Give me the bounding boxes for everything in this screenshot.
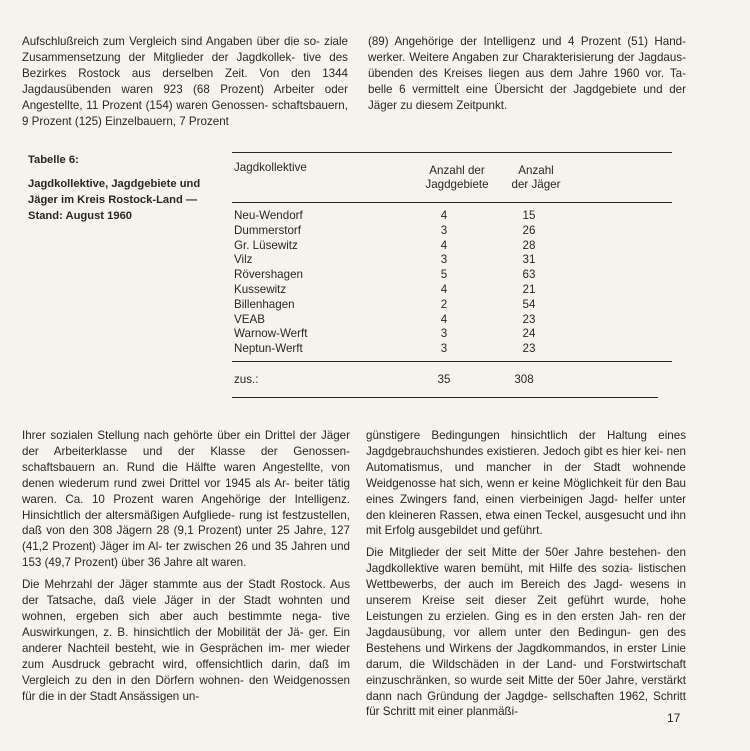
table-row bbox=[232, 224, 672, 239]
text-line: Die Mehrzahl der Jäger stammte aus der Stadt Rostock. bbox=[22, 578, 326, 592]
table-row bbox=[232, 239, 672, 254]
header-collectives: Jagdkollektive bbox=[234, 161, 307, 174]
hunting-areas-count: 4 bbox=[440, 209, 448, 222]
hunters-count: 15 bbox=[522, 209, 536, 222]
text-line: ziale Zusammensetzung der Mitglieder der Jagdkollek- bbox=[22, 35, 348, 64]
body-left-paragraph-2 bbox=[22, 577, 350, 704]
table-row bbox=[232, 298, 672, 313]
text-line: Ihrer sozialen Stellung nach gehörte über ein Drittel der bbox=[22, 429, 317, 442]
text-line: Forstwirtschaft einzuschränken, so wurde seit Mitte der bbox=[366, 657, 686, 687]
hunting-areas-count: 2 bbox=[440, 297, 448, 311]
collective-name: Vilz bbox=[234, 253, 253, 267]
collective-name: Warnow-Werft bbox=[234, 327, 308, 341]
text-line: Jagdkollektive, Jagdgebiete und bbox=[28, 178, 201, 190]
text-line: Die Mitglieder der seit Mitte der 50er Jahre bestehen- bbox=[366, 546, 661, 560]
table-row bbox=[232, 253, 672, 268]
text-line: oder Angestellte, 11 Prozent (154) waren Genossen- bbox=[22, 82, 348, 112]
body-column-left bbox=[22, 428, 350, 710]
text-line: — Stand: August 1960 bbox=[28, 194, 198, 222]
text-line: Prozent) unter 25 Jahre, 127 (41,2 Prozent) Jäger im Al- bbox=[22, 524, 350, 554]
hunters-count: 24 bbox=[522, 327, 536, 341]
text-line: 50er Jahre, verstärkt dann nach Gründung der Jagdge- bbox=[366, 673, 686, 703]
hunters-count: 26 bbox=[522, 223, 536, 237]
text-line: darin, daß im Vergleich zu den in den Dörfern wohnen- bbox=[22, 657, 350, 687]
body-right-paragraph-1 bbox=[366, 428, 686, 539]
text-line: rung ist festzustellen, daß von den 308 Jägern 28 (9,1 bbox=[22, 508, 350, 538]
text-line: Aus der Tatsache, daß viele Jäger in der Stadt wohnten bbox=[22, 578, 350, 608]
table-sum-rule bbox=[232, 361, 672, 362]
body-column-right bbox=[366, 428, 686, 726]
text-line: helfer unter den kleineren Rassen, etwa einen Teckel, bbox=[366, 492, 686, 522]
hunters-count: 28 bbox=[522, 238, 536, 252]
text-line: erster Linie darum, die Wildschäden in der Land- und bbox=[366, 641, 686, 671]
text-line: wesens in unserem Kreise seit dieser Zeit geführt wurde, bbox=[366, 578, 686, 608]
hunters-count: 54 bbox=[522, 297, 536, 311]
text-line: den Jagdkollektive waren bemüht, mit Hilfe des sozia- bbox=[366, 546, 686, 576]
table-caption-title: Tabelle 6: bbox=[28, 154, 79, 166]
text-line: den Bau eines Zwingers fand, einen vierbeinigen Jagd- bbox=[366, 476, 686, 506]
body-left-paragraph-1 bbox=[22, 428, 350, 571]
hunters-count: 21 bbox=[522, 282, 536, 296]
table-row bbox=[232, 268, 672, 283]
hunters-count: 23 bbox=[522, 312, 536, 326]
text-line: und wohnen, ergeben sich aber auch bestimmte nega- bbox=[22, 594, 350, 623]
header-hunting-areas-line1: Anzahl der bbox=[429, 164, 485, 177]
collective-name: Neu-Wendorf bbox=[234, 209, 303, 222]
text-line: listischen Wettbewerbs, der auch im Bereich des Jagd- bbox=[366, 562, 686, 592]
intro-column-right bbox=[368, 34, 686, 120]
text-line: schaftsbauern an. Rund die Hälfte waren Angestellte, bbox=[22, 460, 324, 474]
collective-name: Kussewitz bbox=[234, 282, 287, 296]
collective-name: Dummerstorf bbox=[234, 223, 301, 237]
text-line: Jagdgebrauchshundes existieren. Jedoch gibt es hier kei- bbox=[366, 444, 664, 458]
text-line: nen Automatismus, und mancher in der Stadt wohnende bbox=[366, 444, 686, 474]
text-line: gen des Bestehens und Wirkens der Jagdkommandos, in bbox=[366, 625, 686, 655]
text-line: sellschaften 1962, Schritt für Schritt mit einer planmäßi- bbox=[366, 689, 686, 719]
text-line: mer wieder zum Ausdruck gebracht wird, offensichtlich bbox=[22, 641, 350, 671]
sum-hunters: 308 bbox=[514, 373, 534, 386]
table-row bbox=[232, 327, 672, 342]
page-number: 17 bbox=[667, 711, 681, 725]
table-bottom-rule bbox=[232, 397, 658, 398]
collective-name: VEAB bbox=[234, 312, 265, 326]
hunters-count: 31 bbox=[522, 253, 536, 267]
collective-name: Billenhagen bbox=[234, 297, 295, 311]
table-caption-text bbox=[28, 176, 218, 224]
text-line: Jäger im Kreis Rostock-Land bbox=[28, 194, 183, 206]
text-line: günstigere Bedingungen hinsichtlich der Haltung eines bbox=[366, 429, 686, 442]
text-line: belle 6 vermittelt eine Übersicht der Jagdgebiete und bbox=[368, 82, 663, 96]
sum-label: zus.: bbox=[234, 373, 259, 386]
hunting-areas-count: 3 bbox=[440, 223, 448, 237]
intro-paragraph-left bbox=[22, 34, 348, 129]
hunting-areas-count: 3 bbox=[440, 253, 448, 267]
text-line: tive Auswirkungen, z. B. hinsichtlich der Mobilität der Jä- bbox=[22, 609, 350, 639]
table-row bbox=[232, 209, 672, 224]
hunting-areas-count: 3 bbox=[440, 342, 448, 356]
table-row bbox=[232, 313, 672, 328]
header-hunters bbox=[500, 164, 572, 192]
header-hunting-areas bbox=[417, 164, 497, 192]
text-line: ger. Ein anderer Nachteil besteht, wie in Gesprächen im- bbox=[22, 625, 350, 655]
table-caption bbox=[28, 152, 218, 224]
table-sum-row bbox=[232, 372, 672, 387]
text-line: schaftsbauern, 9 Prozent (125) Einzelbauern, 7 Prozent bbox=[22, 98, 348, 128]
hunting-areas-count: 4 bbox=[440, 312, 448, 326]
intro-paragraph-right bbox=[368, 34, 686, 114]
header-hunters-line2: der Jäger bbox=[511, 178, 561, 191]
text-line: hohe Leistungen zu erzielen. Ging es in den ersten Jah- bbox=[366, 594, 686, 623]
hunting-areas-count: 4 bbox=[440, 282, 448, 296]
header-hunting-areas-line2: Jagdgebiete bbox=[425, 178, 489, 191]
hunting-areas-count: 5 bbox=[440, 268, 448, 282]
hunting-areas-count: 4 bbox=[440, 238, 448, 252]
collective-name: Neptun-Werft bbox=[234, 342, 303, 356]
text-line: Intelligenz. Hinsichtlich der altersmäßigen Aufgliede- bbox=[22, 492, 350, 522]
body-right-paragraph-2 bbox=[366, 545, 686, 720]
table-row bbox=[232, 342, 672, 357]
hunting-areas-count: 3 bbox=[440, 327, 448, 341]
collective-name: Rövershagen bbox=[234, 268, 303, 282]
text-line: beiter tätig waren. Ca. 10 Prozent waren Angehörige der bbox=[22, 476, 350, 506]
text-line: ren der Jagdausübung, vor allem unter den Bedingun- bbox=[366, 609, 687, 639]
sum-hunting-areas: 35 bbox=[437, 373, 451, 386]
text-line: übenden des Kreises liegen aus dem Jahre 1960 vor. Ta- bbox=[368, 66, 686, 80]
text-line: Jäger der Arbeiterklasse und der Klasse der Genossen- bbox=[22, 429, 350, 458]
text-line: der Jäger zu diesem Zeitpunkt. bbox=[368, 82, 686, 112]
collective-name: Gr. Lüsewitz bbox=[234, 238, 298, 252]
text-line: von denen wiederum rund zwei Drittel vor 1945 als Ar- bbox=[22, 460, 350, 490]
table-body bbox=[232, 209, 672, 357]
text-line: (89) Angehörige der Intelligenz und 4 Prozent (51) Hand- bbox=[368, 35, 686, 48]
table-header-rule bbox=[232, 202, 672, 203]
text-line: 1344 Jagdausübenden waren 923 (68 Prozent) Arbeiter bbox=[22, 66, 348, 96]
text-line: Weidgenosse hat sich, wenn er keine Möglichkeit für bbox=[366, 476, 639, 490]
intro-column-left bbox=[22, 34, 348, 135]
hunters-count: 63 bbox=[522, 268, 536, 282]
text-line: ter zwischen 26 und 35 Jahren und 153 (49,7 Prozent) bbox=[22, 540, 351, 570]
table-top-rule bbox=[232, 152, 672, 153]
text-line: den Weidgenossen für die in der Stadt Ansässigen un- bbox=[22, 673, 350, 703]
text-line: Weitere Angaben zur Charakterisierung der Jagdaus- bbox=[409, 50, 686, 64]
table-row bbox=[232, 283, 672, 298]
text-line: tive des Bezirkes Rostock aus derselben Zeit. Von den bbox=[22, 50, 348, 80]
header-hunters-line1: Anzahl bbox=[518, 164, 554, 177]
hunters-count: 23 bbox=[522, 342, 536, 356]
text-line: Aufschlußreich zum Vergleich sind Angaben über die so- bbox=[22, 35, 320, 48]
text-line: über 36 Jahre alt waren. bbox=[121, 556, 247, 570]
text-line: ausgesucht und ihn mit Erfolg ausgebildet und geführt. bbox=[366, 508, 686, 538]
text-line: werker. bbox=[368, 50, 406, 64]
